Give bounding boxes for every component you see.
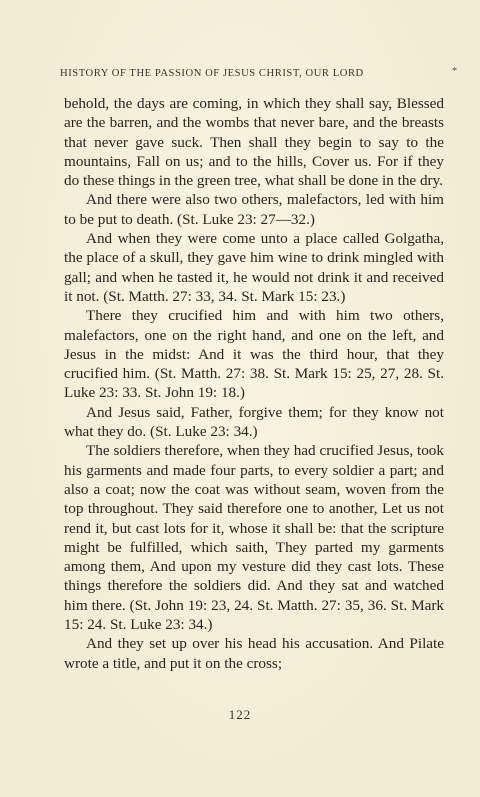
paragraph-continued: behold, the days are coming, in which they shall say, Blessed are the barren, and the wombs that never bare, and the breasts that never gave suck. Then shall they begin to say to the mountains, Fall on us; and to the hills, Cover us. For if they do these things in the green tree, what shall be done in the dry.: [64, 95, 444, 190]
paragraph: There they crucified him and with him two others, malefactors, one on the right hand, and one on the left, and Jesus in the midst: And it was the third hour, that they crucified him. (St. Matth. 27: 38. St. Mark 15: 25, 27, 28. St. Luke 23: 33. St. John 19: 18.): [64, 307, 444, 402]
header-mark: *: [452, 66, 457, 77]
running-header: HISTORY OF THE PASSION OF JESUS CHRIST, OUR LORD: [60, 68, 364, 79]
page-number: 122: [228, 707, 252, 722]
paragraph: And when they were come unto a place called Golgatha, the place of a skull, they gave him wine to drink mingled with gall; and when he tasted it, he would not drink it and received it not. (St. Matth. 27: 33, 34. St. Mark 15: 23.): [64, 230, 444, 305]
paragraph: And they set up over his head his accusation. And Pilate wrote a title, and put it on the cross;: [64, 635, 444, 672]
paragraph: The soldiers therefore, when they had crucified Jesus, took his garments and made four parts, to every soldier a part; and also a coat; now the coat was without seam, woven from the top throughout. They said therefore one to another, Let us not rend it, but cast lots for it, whose it shall be: that the scripture might be fulfilled, which saith, They parted my garments among them, And upon my vesture did they cast lots. These things therefore the soldiers did. And they sat and watched him there. (St. John 19: 23, 24. St. Matth. 27: 35, 36. St. Mark 15: 24. St. Luke 23: 34.): [64, 442, 444, 634]
paragraph: And Jesus said, Father, forgive them; for they know not what they do. (St. Luke 23: 34.): [64, 403, 444, 441]
body-text: [64, 94, 444, 673]
paragraph: And there were also two others, malefactors, led with him to be put to death. (St. Luke 23: 27—32.): [64, 191, 444, 228]
